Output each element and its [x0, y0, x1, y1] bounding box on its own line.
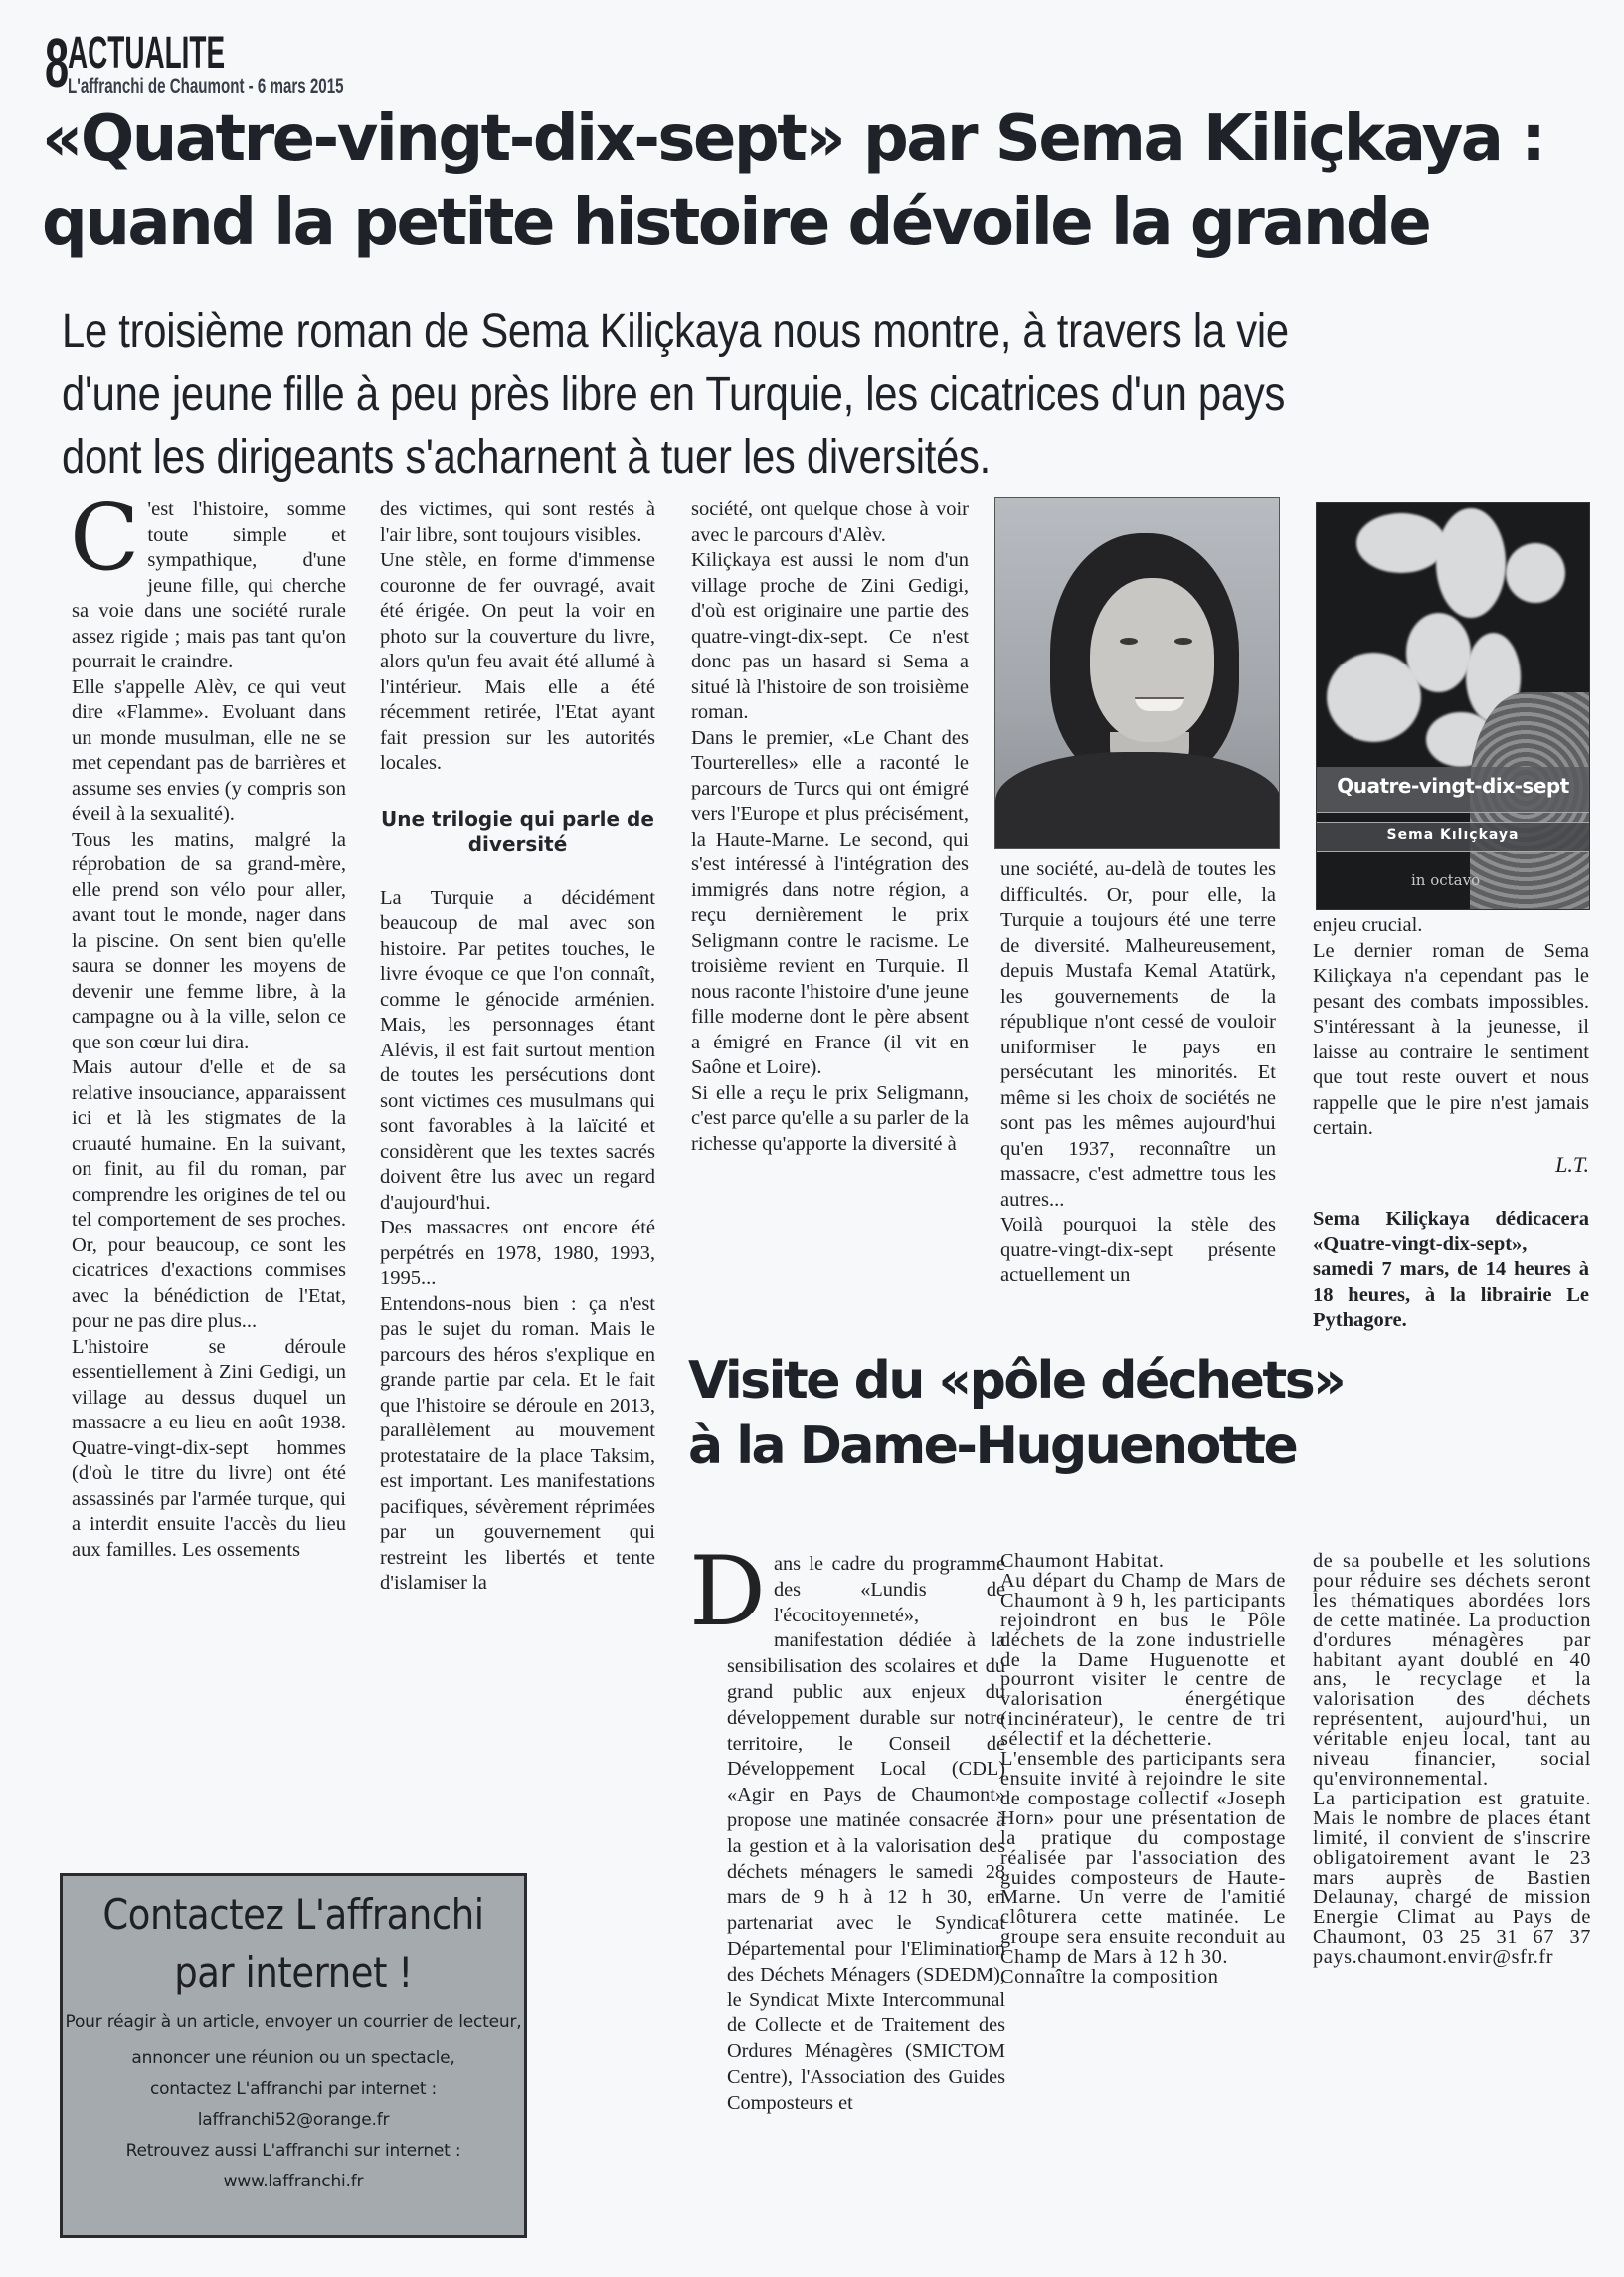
article1-column-2 [380, 497, 655, 1597]
section-name: ACTUALITE [68, 27, 226, 78]
cover-flame [1327, 653, 1421, 742]
deck-line: dont les dirigeants s'acharnent à tuer les diversités. [62, 431, 991, 483]
contact-advert-box [60, 1873, 527, 2238]
photo-mouth [1135, 697, 1184, 711]
cover-flame [1356, 513, 1446, 573]
paragraph: L'histoire se déroule essentiellement à Zini Gedigi, un village au dessus duquel un massacre a eu lieu en août 1938. Quatre-vingt-dix-sept hommes (d'où le titre du livre) ont été assassinés par l'armée turque, qui a interdit ensuite l'accès du lieu aux familles. Les ossements [72, 1335, 346, 1561]
contact-title-line-2: par internet ! [174, 1948, 413, 1996]
article1-column-3 [691, 497, 969, 1157]
contact-email[interactable]: laffranchi52@orange.fr [197, 2110, 390, 2130]
paragraph: Elle s'appelle Alèv, ce qui veut dire «Flamme». Evoluant dans un monde musulman, elle ne se met cependant pas de barrières et assume ses envies (y compris son éveil à la sexualité). [72, 675, 346, 825]
paragraph: Kiliçkaya est aussi le nom d'un village proche de Zini Gedigi, d'où est originaire une partie des quatre-vingt-dix-sept. Ce n'est donc pas un hasard si Sema a situé là l'histoire de son troisième roman. [691, 549, 969, 723]
article2-column-1 [689, 1536, 1005, 2117]
paragraph: Si elle a reçu le prix Seligmann, c'est parce qu'elle a su parler de la richesse qu'apporte la diversité à [691, 1081, 969, 1155]
contact-website[interactable]: www.laffranchi.fr [223, 2172, 364, 2191]
paragraph: des victimes, qui sont restés à l'air libre, sont toujours visibles. [380, 498, 655, 546]
book-publisher: in octavo [1411, 871, 1481, 889]
contact-text: Pour réagir à un article, envoyer un courrier de lecteur, [65, 2012, 522, 2032]
photo-face [1090, 578, 1214, 742]
paragraph: La participation est gratuite. Mais le nombre de places étant limité, il convient de s'inscrire obligatoirement avant le 23 mars auprès de Bastien Delaunay, chargé de mission Energie Climat au Pays de Chaumont, 03 25 31 67 37 pays.chaumont.envir@sfr.fr [1313, 1787, 1591, 1969]
book-author: Sema Kılıçkaya [1386, 827, 1520, 843]
paragraph: Le dernier roman de Sema Kiliçkaya n'a cependant pas le pesant des combats impossibles. S'intéressant à la jeunesse, il laisse au contraire le sentiment que tout reste ouvert et nous rappelle que le pire n'est jamais certain. [1313, 939, 1589, 1139]
paragraph: société, ont quelque chose à voir avec le parcours d'Alèv. [691, 498, 969, 546]
author-signature: L.T. [1555, 1151, 1589, 1177]
dedication-notice: Sema Kiliçkaya dédicacera «Quatre-vingt-dix-sept», samedi 7 mars, de 14 heures à 18 heures, à la librairie Le Pythagore. [1313, 1208, 1589, 1331]
subheading: Une trilogie qui parle de diversité [381, 806, 654, 855]
paragraph: Entendons-nous bien : ça n'est pas le sujet du roman. Mais le parcours des héros s'explique en grande partie par cela. Et le fait que l'histoire se déroule en 2013, parallèlement au mouvement protestataire de la place Taksim, est important. Les manifestations pacifiques, sévèrement réprimées par un gouvernement qui restreint les libertés et tente d'islamiser la [380, 1292, 655, 1594]
contact-text: Retrouvez aussi L'affranchi sur internet : [125, 2141, 461, 2161]
article2-column-3 [1313, 1552, 1591, 1968]
article2-column-2 [1000, 1552, 1286, 1988]
book-cover-image [1316, 502, 1590, 910]
paragraph: Une stèle, en forme d'immense couronne de fer ouvragé, avait été érigée. On peut la voir en photo sur la couverture du livre, alors qu'un feu avait été allumé à l'intérieur. Mais elle a été récemment retirée, l'Etat ayant fait pression sur les autorités locales. [380, 549, 655, 774]
photo-eye [1120, 638, 1138, 645]
author-photo [994, 497, 1280, 849]
article1-column-5 [1313, 913, 1589, 1334]
photo-shirt [995, 752, 1280, 849]
cover-flame [1506, 543, 1565, 603]
photo-eye [1174, 638, 1192, 645]
headline-line-2: quand la petite histoire dévoile la grande [42, 186, 1430, 260]
contact-text: contactez L'affranchi par internet : [149, 2079, 438, 2099]
paragraph: Tous les matins, malgré la réprobation de sa grand-mère, elle prend son vélo pour aller, avant tout le monde, nager dans la piscine. On sent bien qu'elle saura se donner les moyens de devenir une femme libre, à la campagne ou à la ville, selon ce que son cœur lui dira. [72, 828, 346, 1053]
headline-line-2: à la Dame-Huguenotte [688, 1417, 1297, 1476]
paragraph: une société, au-delà de toutes les difficultés. Or, pour elle, la Turquie a toujours été une terre de diversité. Malheureusement, depuis Mustafa Kemal Atatürk, les gouvernements de la république n'ont cessé de vouloir uniformiser le pays en persécutant les minorités. Et même si les choix de sociétés ne sont pas les mêmes aujourd'hui qu'en 1937, reconnaître un massacre, c'est admettre tous les autres... [1000, 858, 1276, 1211]
issue-line: L'affranchi de Chaumont - 6 mars 2015 [68, 75, 344, 97]
paragraph: Chaumont Habitat. [1000, 1550, 1165, 1572]
paragraph: de sa poubelle et les solutions pour réduire ses déchets seront les thématiques abordées lors de cette matinée. La production d'ordures ménagères par habitant ayant doublé en 40 ans, le recyclage et la valorisation des déchets représentent, aujourd'hui, un véritable enjeu local, tant au niveau financier, social qu'environnemental. [1313, 1550, 1591, 1790]
paragraph: Au départ du Champ de Mars de Chaumont à 9 h, les participants rejoindront en bus le Pôle déchets de la zone industrielle de la Dame Huguenotte et pourront visiter le centre de valorisation énergétique (incinérateur), le centre de tri sélectif et la déchetterie. [1000, 1569, 1286, 1751]
article1-column-4 [1000, 857, 1276, 1289]
paragraph: ans le cadre du programme des «Lundis de l'écocitoyenneté», manifestation dédiée à la sensibilisation des scolaires et du grand public aux enjeux du développement durable sur notre territoire, le Conseil de Développement Local (CDL) «Agir en Pays de Chaumont» propose une matinée consacrée à la gestion et à la valorisation des déchets ménagers le samedi 28 mars de 9 h à 12 h 30, en partenariat avec le Syndicat Départemental pour l'Elimination des Déchets Ménagers (SDEDM), le Syndicat Mixte Intercommunal de Collecte et de Traitement des Ordures Ménagères (SMICTOM Centre), l'Association des Guides Composteurs et [727, 1553, 1005, 2114]
paragraph: Mais autour d'elle et de sa relative insouciance, apparaissent ici et là les stigmates de la cruauté humaine. En la suivant, on finit, au fil du roman, par comprendre les origines de tel ou tel comportement de ses proches. Or, pour beaucoup, ce sont les cicatrices d'exactions commises avec la bénédiction de l'Etat, pour ne pas dire plus... [72, 1056, 346, 1332]
paragraph: La Turquie a décidément beaucoup de mal avec son histoire. Par petites touches, le livre évoque ce que l'on connaît, comme le génocide arménien. Mais, les personnages étant Alévis, il est fait surtout mention de toutes les persécutions dont sont victimes ces musulmans qui sont favorables à la laïcité et considèrent que les textes sacrés doivent être lus avec un regard d'aujourd'hui. [380, 886, 655, 1214]
article1-deck [62, 300, 1613, 488]
article2-headline [688, 1348, 1384, 1479]
deck-line: d'une jeune fille à peu près libre en Turquie, les cicatrices d'un pays [62, 368, 1286, 421]
paragraph: Des massacres ont encore été perpétrés en 1978, 1980, 1993, 1995... [380, 1217, 655, 1289]
paragraph: enjeu crucial. [1313, 914, 1423, 936]
article1-column-1 [70, 484, 346, 1563]
contact-title-line-1: Contactez L'affranchi [102, 1890, 484, 1939]
book-title: Quatre-vingt-dix-sept [1337, 774, 1569, 798]
cover-flame [1406, 613, 1471, 692]
paragraph: 'est l'histoire, somme toute simple et sympathique, d'une jeune fille, qui cherche sa voie dans une société rurale assez rigide ; mais pas tant qu'on pourrait le craindre. [72, 498, 346, 672]
page-number: 8 [45, 24, 70, 101]
paragraph: Connaître la composition [1000, 1966, 1219, 1989]
headline-line-1: Visite du «pôle déchets» [688, 1351, 1345, 1411]
paragraph: Dans le premier, «Le Chant des Tourterelles» elle a raconté le parcours de Turcs qui ont émigré vers l'Europe et plus précisément, la Haute-Marne. Le second, qui s'est intéressé à l'intégration des immigrés dans notre région, a reçu dernièrement le prix Seligmann contre le racisme. Le troisième revient en Turquie. Il nous raconte l'histoire d'une jeune fille moderne dont le père absent a émigré en France (il vit en Saône et Loire). [691, 726, 969, 1078]
article1-headline [42, 97, 1613, 265]
cover-flame [1436, 508, 1506, 618]
paragraph: Voilà pourquoi la stèle des quatre-vingt-dix-sept présente actuellement un [1000, 1214, 1276, 1286]
contact-text: annoncer une réunion ou un spectacle, [131, 2048, 455, 2068]
dropcap: C [70, 484, 140, 591]
dropcap: D [689, 1536, 766, 1647]
deck-line: Le troisième roman de Sema Kiliçkaya nous montre, à travers la vie [62, 305, 1289, 358]
headline-line-1: «Quatre-vingt-dix-sept» par Sema Kiliçkaya : [42, 102, 1544, 176]
paragraph: L'ensemble des participants sera ensuite invité à rejoindre le site de compostage collectif «Joseph Horn» pour une présentation de la pratique du compostage réalisée par l'association des guides composteurs de Haute-Marne. Un verre de l'amitié clôturera cette matinée. Le groupe sera ensuite reconduit au Champ de Mars à 12 h 30. [1000, 1748, 1286, 1969]
